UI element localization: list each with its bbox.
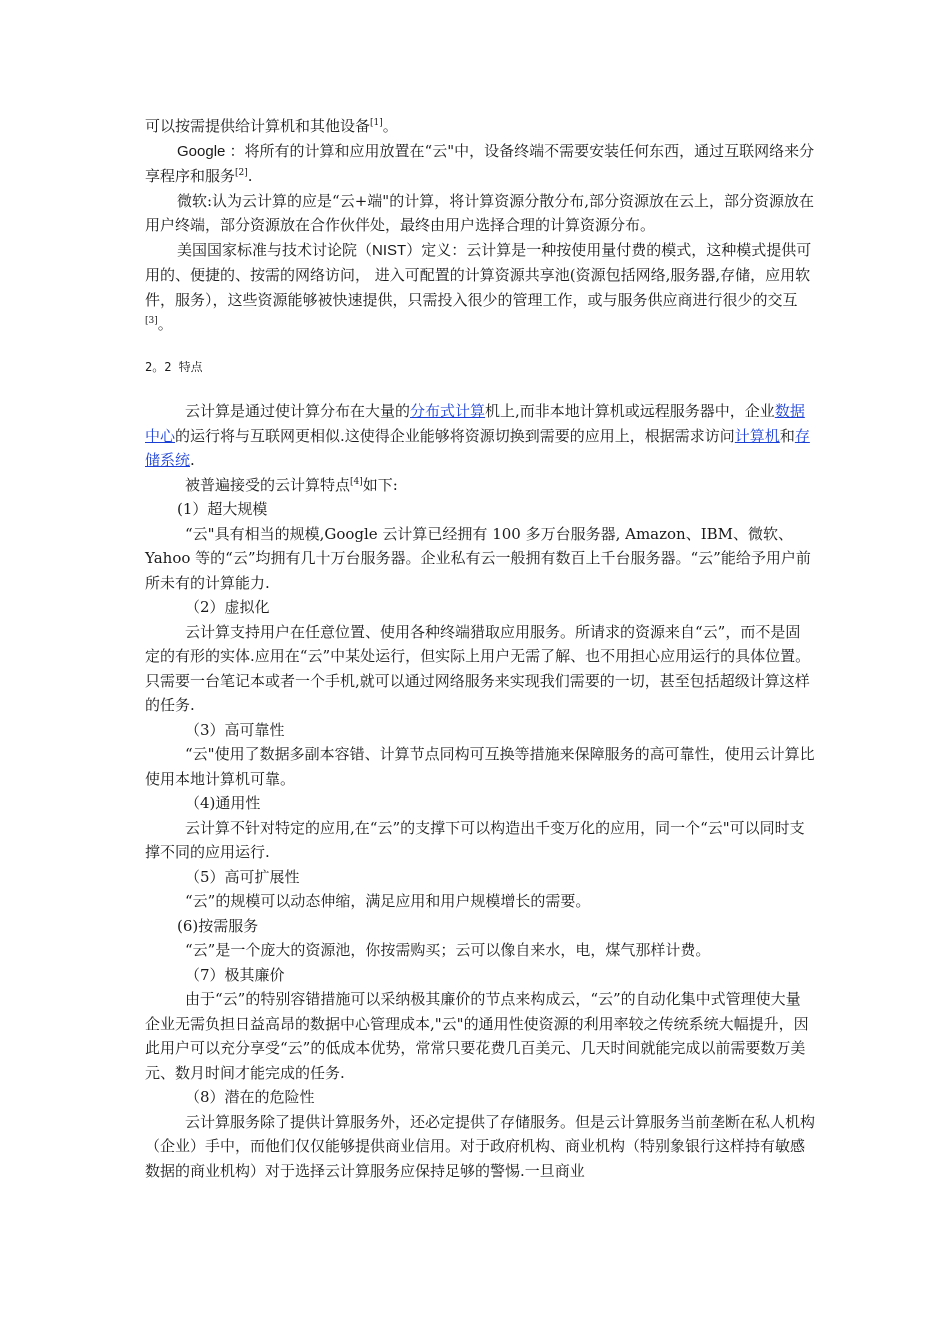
citation-1: [1] — [370, 118, 383, 128]
link-storage-system[interactable]: 存储系统 — [145, 426, 810, 469]
feature-title-2: （2）虚拟化 — [185, 598, 270, 616]
feature-body-6: “云”是一个庞大的资源池，你按需购买；云可以像自来水，电，煤气那样计费。 — [185, 941, 711, 959]
document-body — [145, 114, 815, 1183]
link-distributed-computing[interactable]: 分布式计算 — [410, 402, 486, 420]
citation-4: [4] — [350, 476, 363, 487]
feature-title-3: （3）高可靠性 — [185, 720, 285, 739]
feature-title-4: （4)通用性 — [185, 794, 261, 812]
link-data-center[interactable]: 数据中心 — [145, 402, 805, 445]
feature-body-2: 云计算支持用户在任意位置、使用各种终端猎取应用服务。所请求的资源来自“云”，而不是固定的有形的实体.应用在“云”中某处运行，但实际上用户无需了解、也不用担心应用运行的具体位置。只需要一台笔记本或者一个手机,就可以通过网络服务来实现我们需要的一切，甚至包括超级计算这样的任务. — [145, 622, 811, 714]
feature-title-5: （5）高可扩展性 — [185, 867, 300, 886]
feature-body-4: 云计算不针对特定的应用,在“云”的支撑下可以构造出千变万化的应用，同一个“云"可以同时支撑不同的应用运行. — [145, 818, 805, 861]
feature-body-3: “云"使用了数据多副本容错、计算节点同构可互换等措施来保障服务的高可靠性，使用云计算比使用本地计算机可靠。 — [145, 745, 815, 788]
feature-title-1: (1）超大规模 — [177, 500, 268, 518]
citation-2: [2] — [235, 168, 248, 178]
paragraph-google-definition: Google ：将所有的计算和应用放置在“云"中，设备终端不需要安装任何东西，通过互联网络来分享程序和服务[2]. — [145, 141, 815, 185]
link-computer[interactable]: 计算机 — [734, 426, 780, 445]
paragraph-features-intro: 被普遍接受的云计算特点[4]如下: — [185, 475, 398, 494]
feature-title-7: （7）极其廉价 — [185, 965, 285, 984]
feature-body-8: 云计算服务除了提供计算服务外，还必定提供了存储服务。但是云计算服务当前垄断在私人机构（企业）手中，而他们仅仅能够提供商业信用。对于政府机构、商业机构（特别象银行这样持有敏感数据的商业机构）对于选择云计算服务应保持足够的警惕.一旦商业 — [145, 1112, 816, 1180]
paragraph-definition-continued: 可以按需提供给计算机和其他设备[1]。 — [145, 117, 398, 135]
feature-body-1: “云"具有相当的规模,Google 云计算已经拥有 100 多万台服务器, Amazon、IBM、微软、Yahoo 等的“云”均拥有几十万台服务器。企业私有云一般拥有数百上千台服务器。“云”能给予用户前所未有的计算能力. — [145, 524, 811, 592]
paragraph-microsoft-definition: 微软:认为云计算的应是“云+端"的计算，将计算资源分散分布,部分资源放在云上，部分资源放在用户终端，部分资源放在合作伙伴处，最终由用户选择合理的计算资源分布。 — [145, 191, 814, 234]
citation-3: [3] — [145, 316, 158, 326]
feature-title-6: (6)按需服务 — [177, 916, 259, 935]
feature-title-8: （8）潜在的危险性 — [185, 1088, 315, 1106]
paragraph-nist-definition: 美国国家标准与技术讨论院（NIST）定义：云计算是一种按使用量付费的模式，这种模式提供可用的、便捷的、按需的网络访问， 进入可配置的计算资源共享池(资源包括网络,服务器,存储，应用软件，服务），这些资源能够被快速提供，只需投入很少的管理工作，或与服务供应商进行很少的交互[3]。 — [145, 240, 812, 333]
feature-body-7: 由于“云”的特别容错措施可以采纳极其廉价的节点来构成云，“云”的自动化集中式管理使大量企业无需负担日益高昂的数据中心管理成本,"云"的通用性使资源的利用率较之传统系统大幅提升，因此用户可以充分享受“云”的低成本优势，常常只要花费几百美元、几天时间就能完成以前需要数万美元、数月时间才能完成的任务. — [145, 990, 809, 1082]
feature-body-5: “云”的规模可以动态伸缩，满足应用和用户规模增长的需要。 — [185, 892, 591, 910]
paragraph-cloud-overview: 云计算是通过使计算分布在大量的分布式计算机上,而非本地计算机或远程服务器中，企业数据中心的运行将与互联网更相似.这使得企业能够将资源切换到需要的应用上，根据需求访问计算机和存储系统. — [145, 402, 810, 469]
section-heading: 2。2 特点 — [145, 359, 203, 374]
